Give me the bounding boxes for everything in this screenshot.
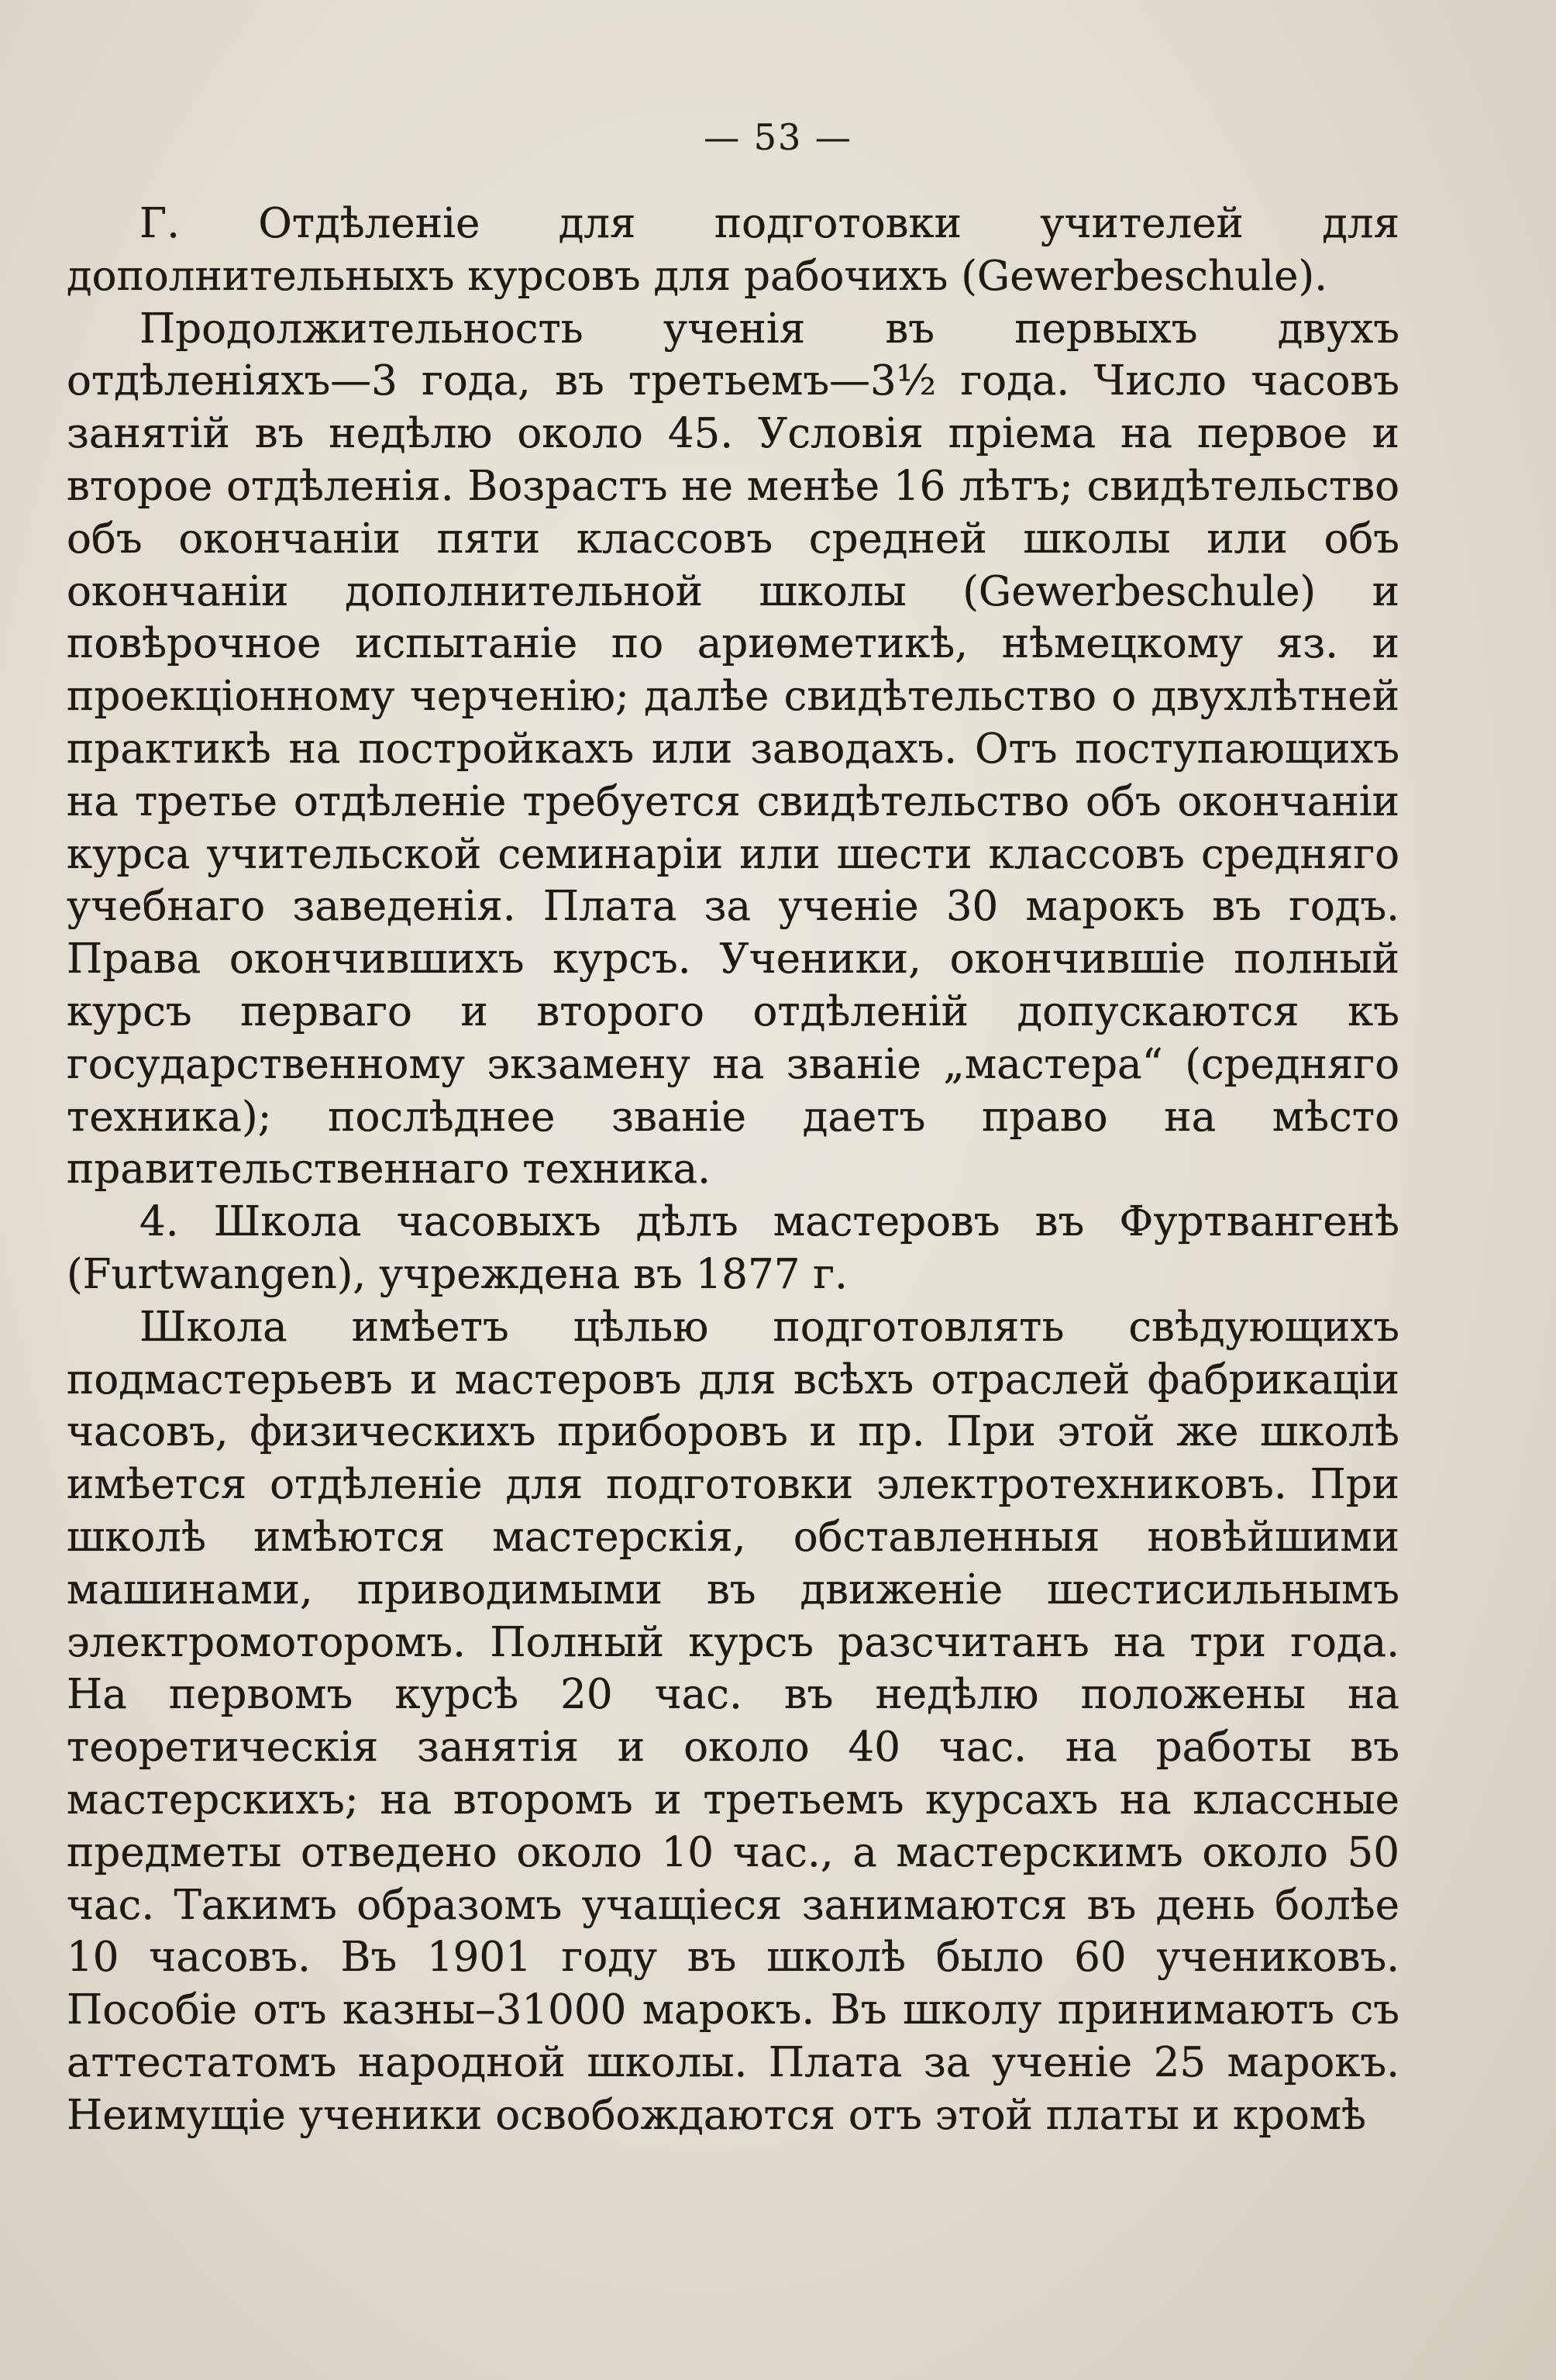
paragraph-school-description: Школа имѣетъ цѣлью подготовлять свѣдующихъ подмастерьевъ и мастеровъ для всѣхъ отраслей фабрикаціи часовъ, физическихъ приборовъ и пр. При этой же школѣ имѣется отдѣленіе для подготовки электротехниковъ. При школѣ имѣются мастерскія, обставленныя новѣйшими машинами, приводимыми въ движеніе шестисильнымъ электромоторомъ. Полный курсъ разсчитанъ на три года. На первомъ курсѣ 20 час. въ недѣлю положены на теоретическія занятія и около 40 час. на работы въ мастерскихъ; на второмъ и третьемъ курсахъ на классные предметы отведено около 10 час., а мастерскимъ около 50 час. Такимъ образомъ учащіеся занимаются въ день болѣе 10 часовъ. Въ 1901 году въ школѣ было 60 учениковъ. Пособіе отъ казны–31000 марокъ. Въ школу принимаютъ съ аттестатомъ народной школы. Плата за ученіе 25 марокъ. Неимущіе ученики освобождаются отъ этой платы и кромѣ xyxy=(67,1303,1399,2139)
page-number: — 53 — xyxy=(704,116,852,158)
paragraph-furtwangen-heading: 4. Школа часовыхъ дѣлъ мастеровъ въ Фуртвангенѣ (Furtwangen), учреждена въ 1877 г. xyxy=(67,1198,1399,1298)
paragraph-section-g: Г. Отдѣленіе для подготовки учителей для дополнительныхъ курсовъ для рабочихъ (Gewerbeschule). xyxy=(67,200,1399,300)
paragraph-duration: Продолжительность ученія въ первыхъ двухъ отдѣленіяхъ—3 года, въ третьемъ—3½ года. Число часовъ занятій въ недѣлю около 45. Условія пріема на первое и второе отдѣленія. Возрастъ не менѣе 16 лѣтъ; свидѣтельство объ окончаніи пяти классовъ средней школы или объ окончаніи дополнительной школы (Gewerbeschule) и повѣрочное испытаніе по ариѳметикѣ, нѣмецкому яз. и проекціонному черченію; далѣе свидѣтельство о двухлѣтней практикѣ на постройкахъ или заводахъ. Отъ поступающихъ на третье отдѣленіе требуется свидѣтельство объ окончаніи курса учительской семинаріи или шести классовъ средняго учебнаго заведенія. Плата за ученіе 30 марокъ въ годъ. Права окончившихъ курсъ. Ученики, окончившіе полный курсъ перваго и второго отдѣленій допускаются къ государственному экзамену на званіе „мастера“ (средняго техника); послѣднее званіе даетъ право на мѣсто правительственнаго техника. xyxy=(67,305,1399,1193)
body-text xyxy=(67,198,1399,2141)
